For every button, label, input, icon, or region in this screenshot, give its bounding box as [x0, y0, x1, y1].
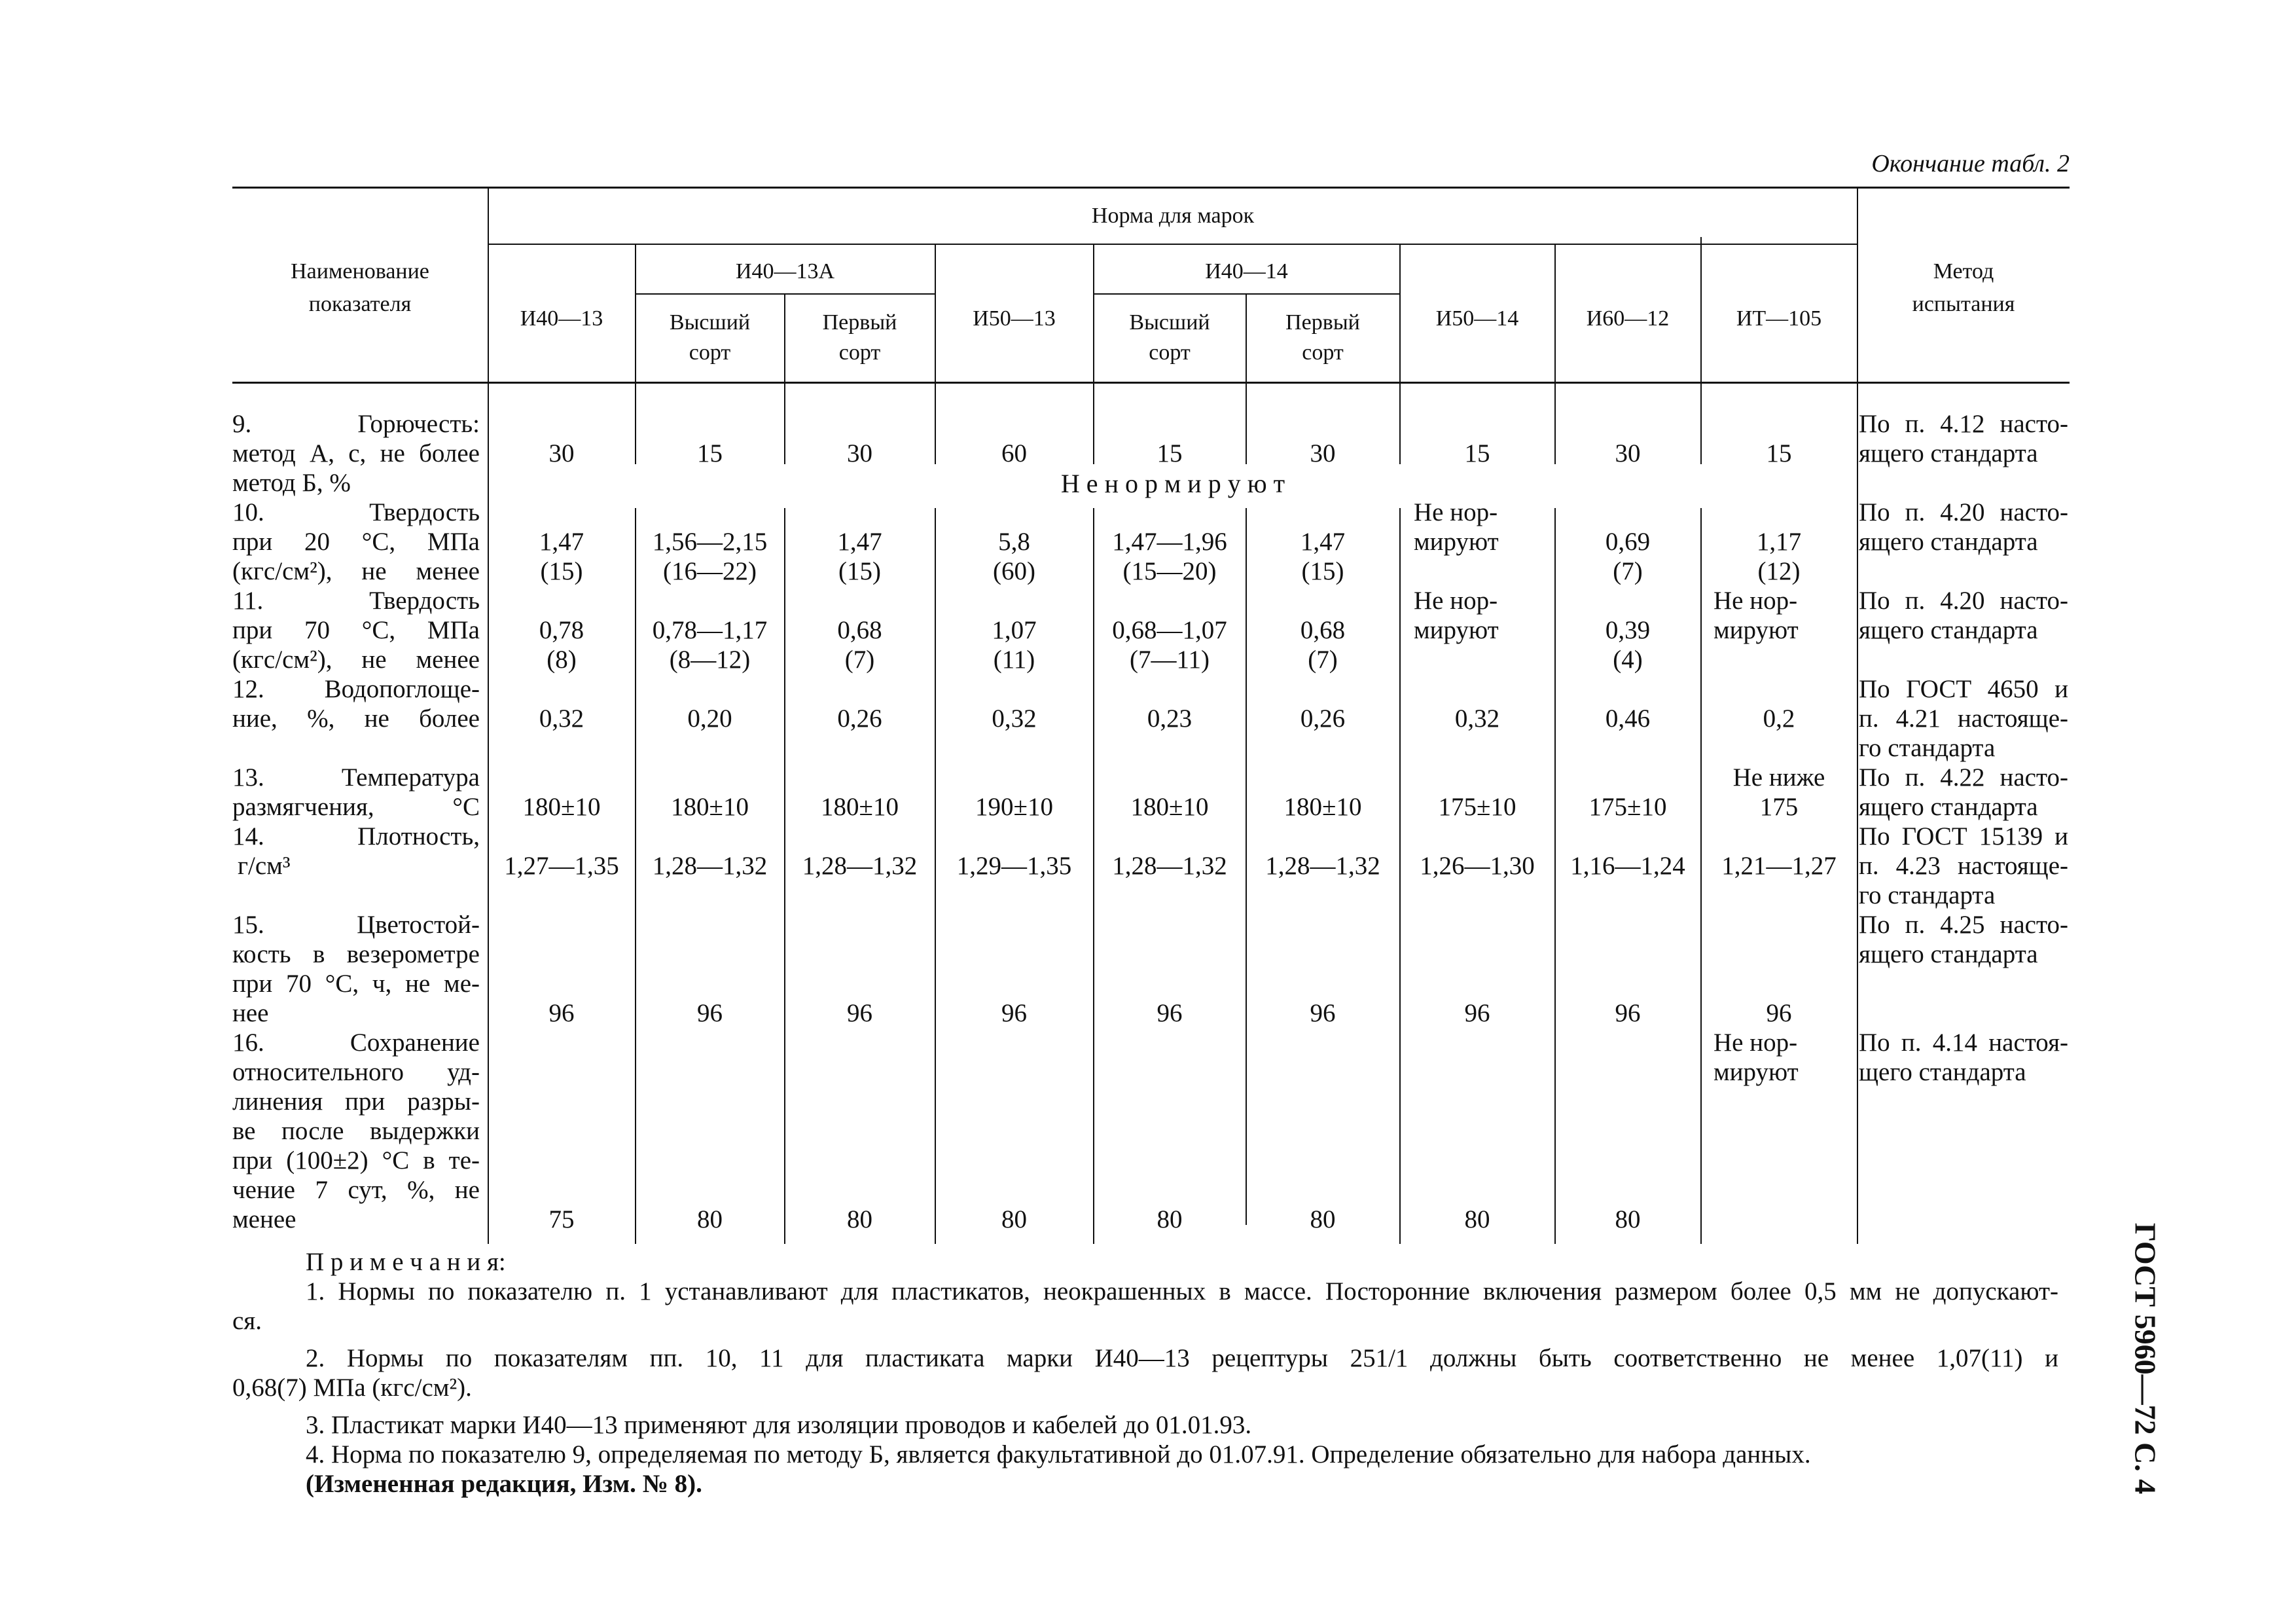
table-cell: 96	[1464, 999, 1490, 1027]
table-cell: 1,28—1,32	[1265, 852, 1380, 880]
note-2: 2. Нормы по показателям пп. 10, 11 для пластиката марки И40—13 рецептуры 251/1 должны быть соответственно не менее 1,07(11) и	[306, 1344, 2058, 1372]
note-3: 3. Пластикат марки И40—13 применяют для изоляции проводов и кабелей до 01.01.93.	[306, 1411, 1252, 1439]
table-cell: 30	[548, 439, 575, 467]
table-cell: 15	[1464, 439, 1490, 467]
col-divider	[1700, 237, 1702, 464]
method-cell: По ГОСТ 4650 и п. 4.21 настояще- го стандарта	[1859, 675, 2068, 762]
method-cell: По п. 4.20 насто- ящего стандарта	[1859, 498, 2068, 556]
method-cell: По п. 4.14 настоя- щего стандарта	[1859, 1029, 2068, 1086]
table-cell: 15	[697, 439, 723, 467]
table-top-rule	[232, 187, 2070, 189]
col-divider	[1554, 244, 1556, 464]
table-cell: 1,47—1,96 (15—20)	[1112, 528, 1227, 585]
table-cell: 1,16—1,24	[1570, 852, 1685, 880]
table-cell: 1,56—2,15 (16—22)	[652, 528, 768, 585]
note-4: 4. Норма по показателю 9, определяемая по методу Б, является факультативной до 01.07.91. Определение обязательно для набора данных.	[306, 1440, 1811, 1468]
grade-i40-14-higher: Высший сорт	[1129, 310, 1210, 365]
header-norm: Норма для марок	[1091, 204, 1255, 228]
table-cell: 15	[1157, 439, 1183, 467]
table-cell: 0,68—1,07 (7—11)	[1112, 616, 1227, 674]
row-label-hardness-70: 11. Твердость при 70 °С, МПа (кгс/см²), не менее	[232, 587, 480, 674]
table-cell: 0,32	[992, 704, 1037, 733]
table-cell: 0,26	[1300, 704, 1346, 733]
table-cell: 0,32	[1454, 704, 1500, 733]
table-cell: 1,28—1,32	[802, 852, 918, 880]
method-cell: По п. 4.25 насто- ящего стандарта	[1859, 911, 2068, 968]
table-cell: 0,23	[1147, 704, 1193, 733]
grade-it-105: ИТ—105	[1736, 306, 1822, 331]
table-cell: 96	[697, 999, 723, 1027]
grade-i40-13a-first: Первый сорт	[822, 310, 897, 365]
col-divider	[935, 244, 936, 464]
table-continuation-caption: Окончание табл. 2	[1871, 150, 2070, 177]
method-cell: По ГОСТ 15139 и п. 4.23 настояще- го стандарта	[1859, 822, 2068, 909]
table-cell: 1,21—1,27	[1721, 852, 1837, 880]
table-cell: 1,27—1,35	[504, 852, 619, 880]
header-bottom-rule	[232, 382, 2070, 384]
method-cell: По п. 4.22 насто- ящего стандарта	[1859, 763, 2068, 821]
col-divider-method	[1857, 187, 1858, 1244]
table-cell: 1,26—1,30	[1420, 852, 1535, 880]
table-cell: 180±10	[522, 793, 601, 821]
table-cell: 0,46	[1605, 704, 1651, 733]
note-1: 1. Нормы по показателю п. 1 устанавливают для пластикатов, неокрашенных в массе. Посторонние включения размером более 0,5 мм не допускают-	[306, 1277, 2058, 1305]
table-cell: 5,8 (60)	[993, 528, 1035, 585]
table-cell: 175±10	[1438, 793, 1516, 821]
table-cell: 96	[548, 999, 575, 1027]
grade-i40-13a-higher: Высший сорт	[669, 310, 751, 365]
grade-i50-14: И50—14	[1435, 306, 1519, 331]
table-cell: 1,29—1,35	[956, 852, 1072, 880]
table-cell: 80	[1464, 1205, 1490, 1233]
grade-i40-13a: И40—13А	[735, 259, 835, 283]
table-cell: 0,26	[837, 704, 882, 733]
grade-i40-14-first: Первый сорт	[1285, 310, 1360, 365]
table-cell: 1,47 (15)	[539, 528, 584, 585]
table-cell: 0,68 (7)	[837, 616, 882, 674]
row-label-flammability: 9. Горючесть: метод А, с, не более метод Б, %	[232, 410, 480, 497]
table-cell: 0,2	[1763, 704, 1795, 733]
table-cell: 60	[1001, 439, 1027, 467]
note-2-cont: 0,68(7) МПа (кгс/см²).	[232, 1374, 472, 1402]
table-cell: 0,78 (8)	[539, 616, 584, 674]
row-label-softening-temp: 13. Температура размягчения, °С	[232, 763, 480, 821]
table-cell: 180±10	[821, 793, 899, 821]
table-cell: Не нор- мируют	[1414, 498, 1499, 556]
table-cell: 80	[697, 1205, 723, 1233]
table-cell: Не нор- мируют	[1414, 587, 1499, 644]
table-cell: 80	[847, 1205, 872, 1233]
header-indicator: Наименование показателя	[291, 259, 429, 316]
grade-i40-14: И40—14	[1205, 259, 1288, 283]
table-cell: 96	[1001, 999, 1027, 1027]
row-label-color-fastness: 15. Цветостой- кость в везерометре при 70 °С, ч, не ме- нее	[232, 911, 480, 1027]
table-cell: 80	[1310, 1205, 1336, 1233]
header-method: Метод испытания	[1912, 259, 2015, 316]
table-cell: 1,28—1,32	[1112, 852, 1227, 880]
table-cell: 180±10	[1130, 793, 1209, 821]
table-cell: 96	[1615, 999, 1641, 1027]
table-cell: 96	[1766, 999, 1792, 1027]
table-cell: 30	[1615, 439, 1641, 467]
table-cell: 30	[1310, 439, 1336, 467]
table-cell: 80	[1001, 1205, 1027, 1233]
page-side-header: ГОСТ 5960—72 С. 4	[2128, 1222, 2162, 1495]
table-cell: 75	[548, 1205, 575, 1233]
col-divider	[1399, 244, 1401, 464]
table-cell: 96	[1157, 999, 1183, 1027]
table-cell: 15	[1766, 439, 1792, 467]
row-label-density: 14. Плотность, г/см³	[232, 822, 480, 880]
table-cell: 1,47 (15)	[1300, 528, 1346, 585]
table-cell: 0,20	[687, 704, 732, 733]
table-cell: 1,47 (15)	[837, 528, 882, 585]
table-cell: 80	[1157, 1205, 1183, 1233]
table-cell: 0,69 (7)	[1605, 528, 1651, 585]
grade-i40-13: И40—13	[520, 306, 603, 331]
table-cell: Не нор- мируют	[1713, 587, 1799, 644]
table-cell: 0,39 (4)	[1605, 616, 1651, 674]
row-label-water-absorption: 12. Водопоглоще- ние, %, не более	[232, 675, 480, 733]
method-cell: По п. 4.12 насто- ящего стандарта	[1859, 410, 2068, 467]
table-cell: 96	[847, 999, 872, 1027]
table-cell: 1,17 (12)	[1756, 528, 1802, 585]
table-cell: Не нор- мируют	[1713, 1029, 1799, 1086]
table-cell: 80	[1615, 1205, 1641, 1233]
norm-header-rule	[488, 244, 1857, 245]
grade-subheader-rule-2	[1094, 293, 1400, 295]
table-cell: 0,78—1,17 (8—12)	[652, 616, 768, 674]
table-cell: 1,28—1,32	[652, 852, 768, 880]
row-label-elongation-retention: 16. Сохранение относительного уд- линения при разры- ве после выдержки при (100±2) °С в те- чение 7 сут, %, не менее	[232, 1029, 480, 1233]
edition-note: (Измененная редакция, Изм. № 8).	[306, 1470, 702, 1498]
table-cell: 190±10	[975, 793, 1053, 821]
table-cell: 180±10	[1283, 793, 1362, 821]
grade-i60-12: И60—12	[1586, 306, 1670, 331]
table-cell: 175±10	[1588, 793, 1667, 821]
table-cell: 96	[1310, 999, 1336, 1027]
table-cell: 0,68 (7)	[1300, 616, 1346, 674]
table-cell: 30	[847, 439, 872, 467]
note-1-cont: ся.	[232, 1307, 262, 1335]
grade-i50-13: И50—13	[973, 306, 1056, 331]
table-cell: 1,07 (11)	[992, 616, 1037, 674]
table-cell: Не ниже 175	[1732, 763, 1825, 821]
notes-title: П р и м е ч а н и я:	[306, 1248, 506, 1276]
table-notes	[232, 1247, 2058, 1499]
table-cell: 180±10	[671, 793, 749, 821]
table-cell: 0,32	[539, 704, 584, 733]
row-label-hardness-20: 10. Твердость при 20 °С, МПа (кгс/см²), не менее	[232, 498, 480, 585]
method-cell: По п. 4.20 насто- ящего стандарта	[1859, 587, 2068, 644]
not-normalized-span: Н е н о р м и р у ю т	[1060, 469, 1285, 498]
